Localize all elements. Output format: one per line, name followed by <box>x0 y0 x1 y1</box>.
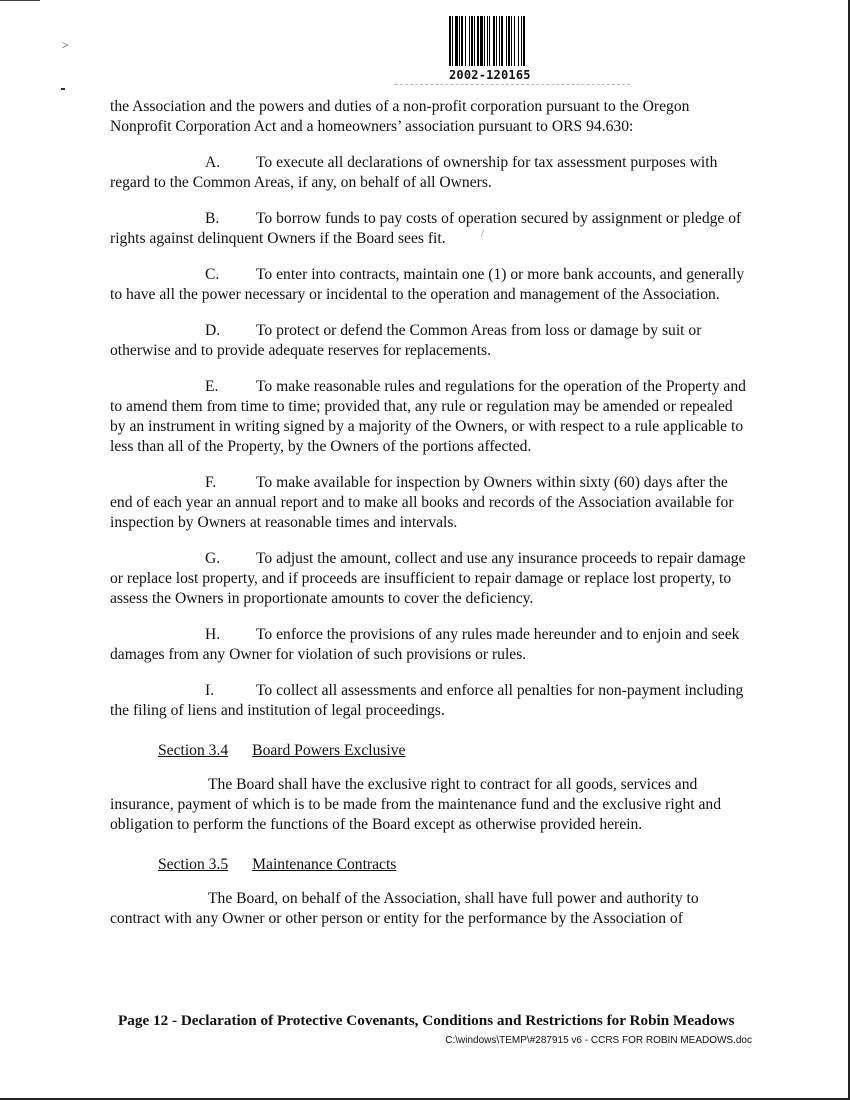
item-letter: A. <box>205 154 221 171</box>
footer-title: Page 12 - Declaration of Protective Covenants, Conditions and Restrictions for Robin Meadows <box>118 1012 735 1029</box>
section-number: Section 3.4 <box>158 742 229 759</box>
item-letter: I. <box>205 682 215 699</box>
section-3-4-text: The Board shall have the exclusive right to contract for all goods, services and insurance, payment of which is to be made from the maintenance fund and the exclusive right and obligation to perform the functions of the Board except as otherwise provided herein. <box>110 776 721 833</box>
power-item-a <box>110 153 750 193</box>
item-text: To make available for inspection by Owners within sixty (60) days after the end of each year an annual report and to make all books and records of the Association available for inspection by Owners at reasonable times and intervals. <box>110 474 734 531</box>
item-text: To adjust the amount, collect and use any insurance proceeds to repair damage or replace lost property, and if proceeds are insufficient to repair damage or replace lost property, to assess the Owners in proportionate amounts to cover the deficiency. <box>110 550 746 607</box>
item-letter: D. <box>205 322 221 339</box>
power-item-c <box>110 265 750 305</box>
item-letter: H. <box>205 626 221 643</box>
barcode-underline <box>395 84 630 85</box>
section-3-5-heading <box>158 855 750 875</box>
section-title: Board Powers Exclusive <box>252 742 406 759</box>
item-text: To enforce the provisions of any rules made hereunder and to enjoin and seek damages from any Owner for violation of such provisions or rules. <box>110 626 740 663</box>
section-3-5-text: The Board, on behalf of the Association, shall have full power and authority to contract with any Owner or other person or entity for the performance by the Association of <box>110 890 699 927</box>
item-letter: F. <box>205 474 217 491</box>
power-item-d <box>110 321 750 361</box>
barcode-bar <box>525 16 527 66</box>
power-item-h <box>110 625 750 665</box>
barcode-bars <box>449 16 601 66</box>
item-text: To borrow funds to pay costs of operation secured by assignment or pledge of rights against delinquent Owners if the Board sees fit. <box>110 210 742 247</box>
item-letter: G. <box>205 550 221 567</box>
document-body <box>110 97 750 945</box>
item-text: To collect all assessments and enforce all penalties for non-payment including the filing of liens and institution of legal proceedings. <box>110 682 744 719</box>
footer-file-path: C:\windows\TEMP\#287915 v6 - CCRS FOR ROBIN MEADOWS.doc <box>445 1035 752 1046</box>
margin-mark: ˃ <box>62 38 69 52</box>
section-number: Section 3.5 <box>158 856 229 873</box>
barcode <box>449 16 601 82</box>
power-item-e <box>110 377 750 457</box>
intro-paragraph: the Association and the powers and duties of a non-profit corporation pursuant to the Oregon Nonprofit Corporation Act and a homeowners’ association pursuant to ORS 94.630: <box>110 98 690 135</box>
section-3-4-heading <box>158 741 750 761</box>
item-letter: C. <box>205 266 220 283</box>
item-text: To protect or defend the Common Areas from loss or damage by suit or otherwise and to provide adequate reserves for replacements. <box>110 322 702 359</box>
barcode-number: 2002-120165 <box>449 68 531 82</box>
section-title: Maintenance Contracts <box>252 856 397 873</box>
power-item-f <box>110 473 750 533</box>
item-letter: B. <box>205 210 220 227</box>
margin-dash <box>61 88 65 90</box>
power-item-i <box>110 681 750 721</box>
power-item-b <box>110 209 750 249</box>
item-text: To enter into contracts, maintain one (1) or more bank accounts, and generally to have all the power necessary or incidental to the operation and management of the Association. <box>110 266 745 303</box>
item-letter: E. <box>205 378 219 395</box>
page-edge-top <box>0 0 40 1</box>
item-text: To make reasonable rules and regulations for the operation of the Property and to amend them from time to time; provided that, any rule or regulation may be amended or repealed by an instrument in writing signed by a majority of the Owners, or with respect to a rule applicable to less than all of the Property, by the Owners of the portions affected. <box>110 378 746 455</box>
power-item-g <box>110 549 750 609</box>
item-text: To execute all declarations of ownership for tax assessment purposes with regard to the Common Areas, if any, on behalf of all Owners. <box>110 154 718 191</box>
